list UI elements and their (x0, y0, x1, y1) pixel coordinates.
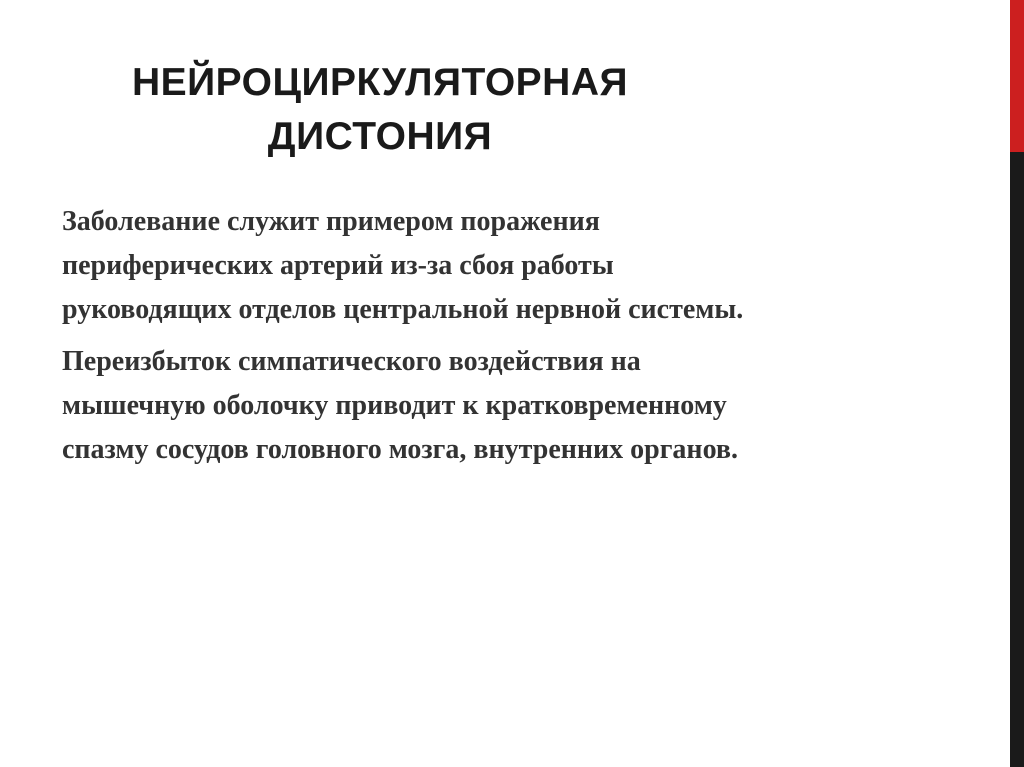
paragraph-1 (62, 200, 962, 332)
paragraph-2 (62, 340, 962, 472)
paragraph-2-line-1: Переизбыток симпатического воздействия на (62, 346, 641, 377)
slide-body (62, 200, 962, 480)
paragraph-2-line-3: спазму сосудов головного мозга, внутренних органов. (62, 434, 738, 465)
paragraph-1-line-3: руководящих отделов центральной нервной системы. (62, 294, 744, 325)
accent-bar-red (1010, 0, 1024, 152)
paragraph-2-line-2: мышечную оболочку приводит к кратковременному (62, 390, 727, 421)
slide-title (60, 56, 700, 164)
accent-bar-dark (1010, 152, 1024, 767)
title-line-1: НЕЙРОЦИРКУЛЯТОРНАЯ (131, 61, 629, 104)
paragraph-1-line-1: Заболевание служит примером поражения (62, 206, 600, 237)
title-line-2: ДИСТОНИЯ (267, 115, 493, 158)
paragraph-1-line-2: периферических артерий из-за сбоя работы (62, 250, 614, 281)
